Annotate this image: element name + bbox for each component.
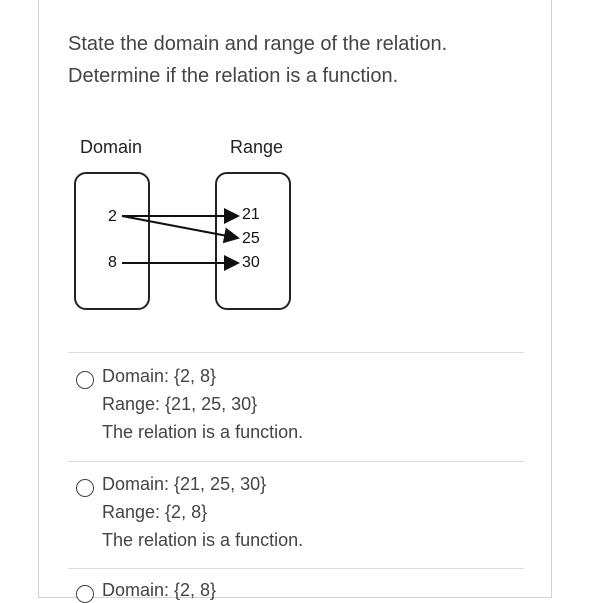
divider	[68, 568, 524, 569]
choice-domain: Domain: {2, 8}	[102, 580, 217, 600]
choice-range: Range: {2, 8}	[102, 502, 208, 522]
radio-button[interactable]	[76, 371, 94, 389]
radio-button[interactable]	[76, 585, 94, 603]
choice-range: Range: {21, 25, 30}	[102, 394, 258, 414]
mapping-diagram	[70, 132, 300, 317]
question-line-1: State the domain and range of the relation.	[68, 33, 448, 55]
domain-value-2: 2	[108, 208, 117, 225]
domain-header: Domain	[80, 137, 143, 157]
mapping-arrows	[70, 132, 300, 317]
range-value-30: 30	[242, 254, 260, 271]
range-value-21: 21	[242, 206, 260, 223]
divider	[68, 461, 524, 462]
choice-domain: Domain: {21, 25, 30}	[102, 474, 267, 494]
choice-verdict: The relation is a function.	[102, 530, 304, 550]
choice-verdict: The relation is a function.	[102, 422, 304, 442]
radio-button[interactable]	[76, 479, 94, 497]
question-text	[68, 28, 538, 92]
arrow-2-to-25	[122, 216, 238, 238]
question-line-2: Determine if the relation is a function.	[68, 65, 399, 87]
divider	[68, 352, 524, 353]
range-value-25: 25	[242, 230, 260, 247]
domain-value-8: 8	[108, 254, 117, 271]
choice-domain: Domain: {2, 8}	[102, 366, 217, 386]
range-header: Range	[230, 137, 284, 157]
